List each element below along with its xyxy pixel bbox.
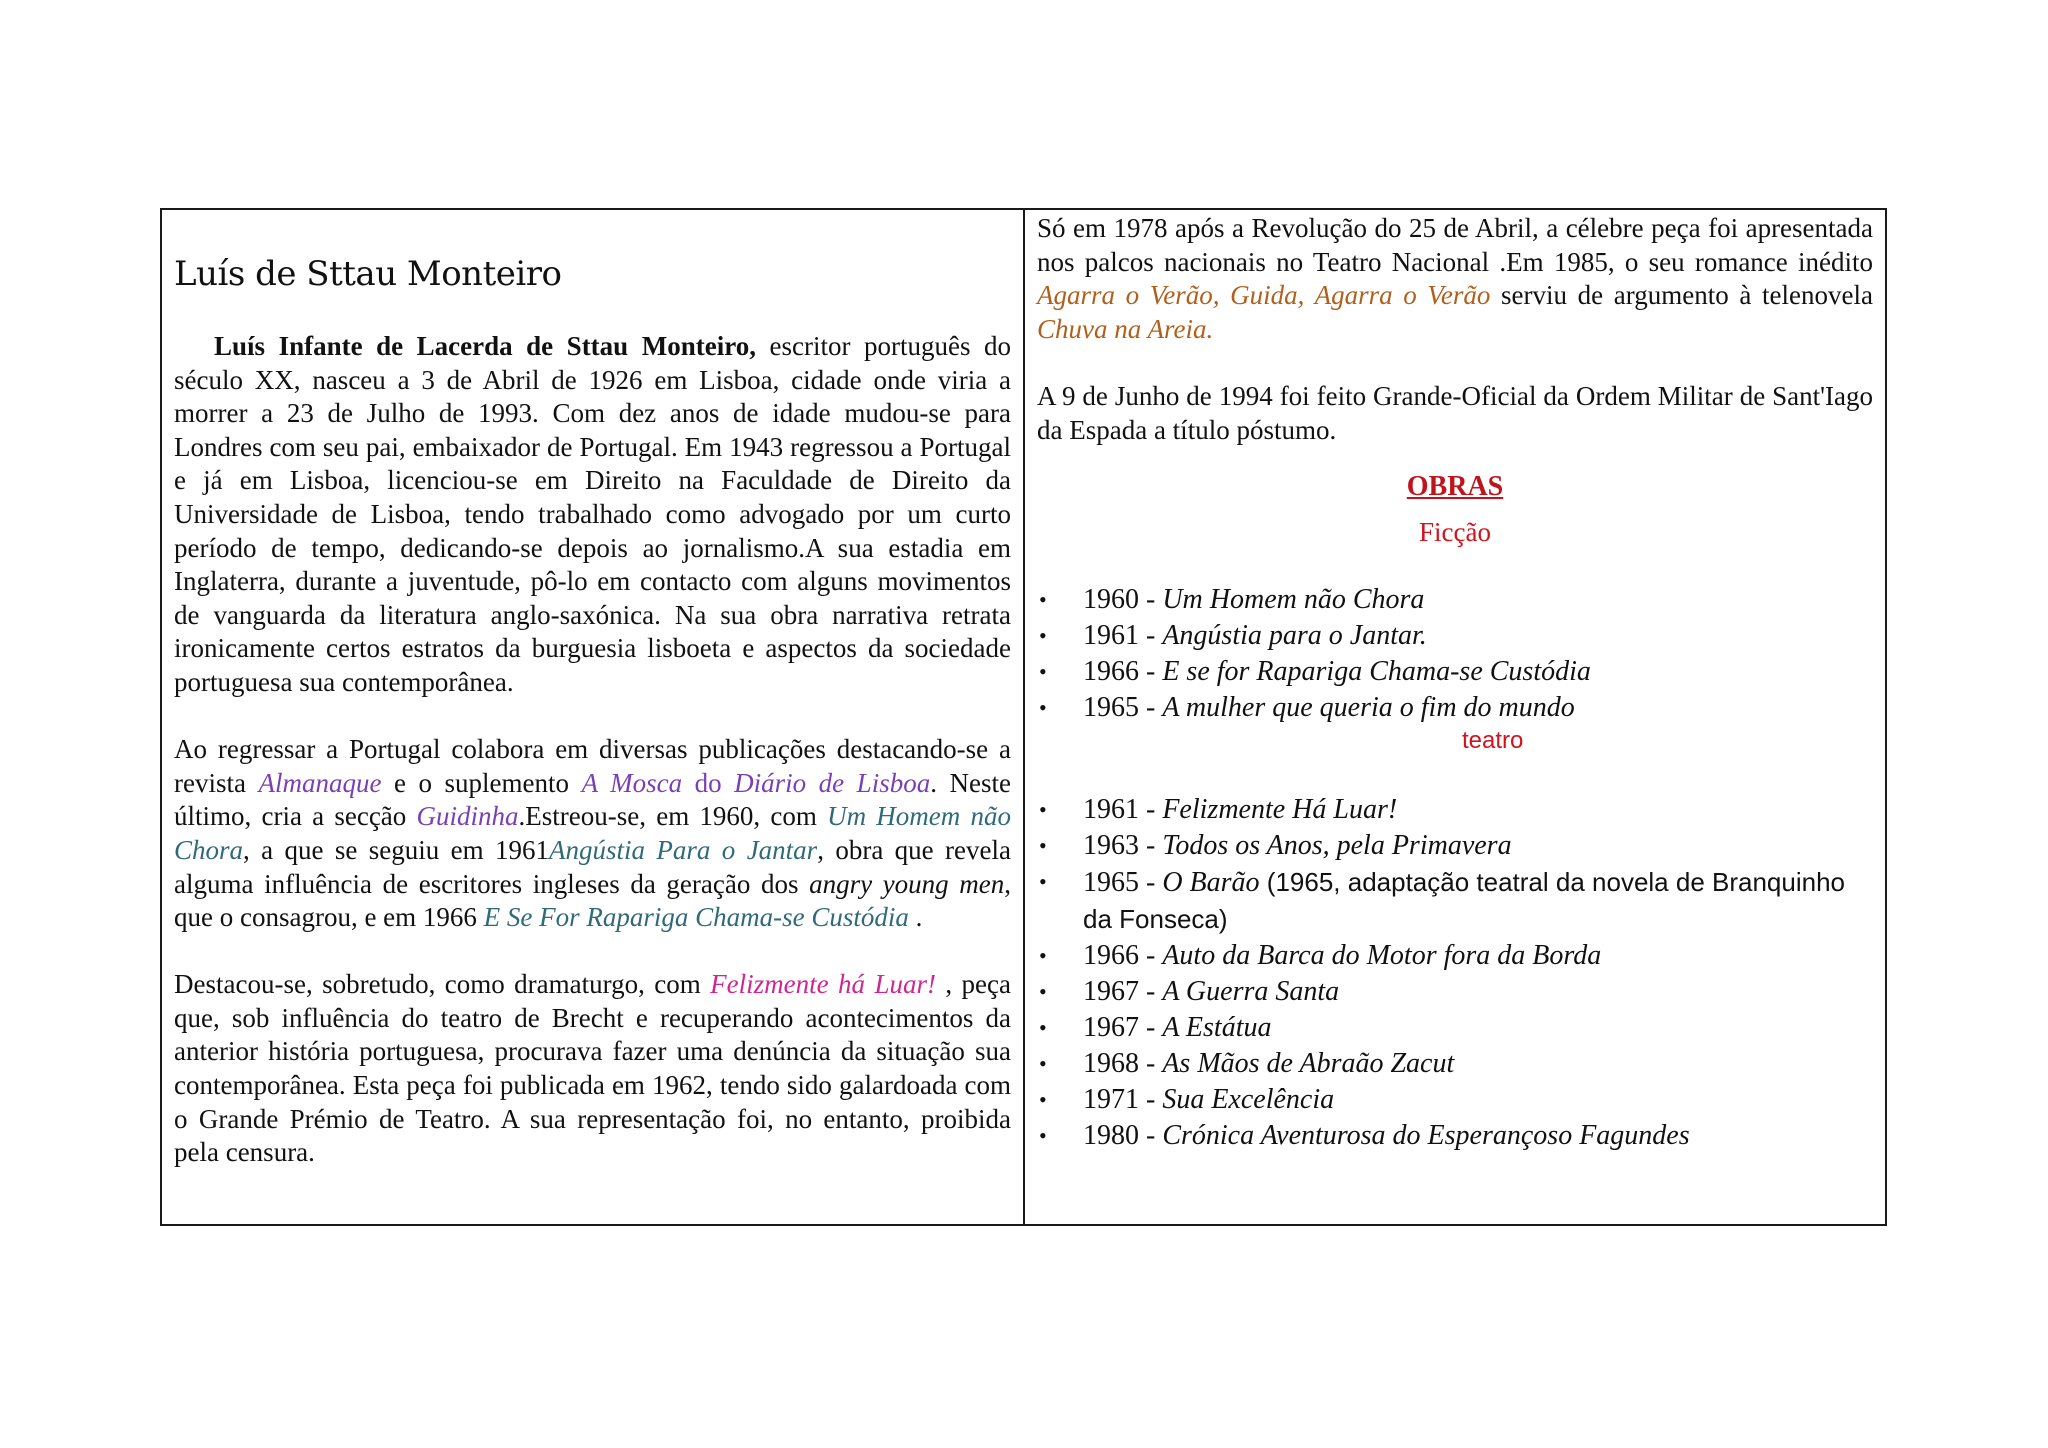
right-column	[1025, 210, 1885, 1224]
work-title: Felizmente Há Luar!	[1162, 794, 1398, 826]
full-name: Luís Infante de Lacerda de Sttau Monteiro,	[214, 331, 756, 361]
work-year: 1961 -	[1083, 794, 1163, 826]
ficcao-list	[1037, 582, 1873, 726]
work-year: 1966 -	[1083, 656, 1163, 688]
bullet-icon: •	[1039, 1051, 1047, 1077]
publications-paragraph: Ao regressar a Portugal colabora em diversas publicações destacando-se a revista Almanaque e o suplemento A Mosca do Diário de Lisboa. Neste último, cria a secção Guidinha.Estreou-se, em 1960, com Um Homem não Chora, a que se seguiu em 1961Angústia Para o Jantar, obra que revela alguma influência de escritores ingleses da geração dos angry young men, que o consagrou, e em 1966 E Se For Rapariga Chama-se Custódia .	[174, 734, 1011, 933]
work-title: Crónica Aventurosa do Esperançoso Fagundes	[1162, 1120, 1690, 1152]
list-item	[1037, 582, 1873, 618]
work-year: 1968 -	[1083, 1048, 1163, 1080]
left-column	[162, 210, 1025, 1224]
bullet-icon: •	[1039, 979, 1047, 1005]
list-item	[1037, 864, 1873, 938]
bullet-icon: •	[1039, 943, 1047, 969]
biography-paragraph	[174, 330, 1011, 700]
page-title: Luís de Sttau Monteiro	[174, 254, 562, 294]
biography-text: escritor português do século XX, nasceu a 3 de Abril de 1926 em Lisboa, cidade onde viria a morrer a 23 de Julho de 1993. Com dez anos de idade mudou-se para Londres com seu pai, embaixador de Portugal. Em 1943 regressou a Portugal e já em Lisboa, licenciou-se em Direito na Faculdade de Direito da Universidade de Lisboa, tendo trabalhado como advogado por um curto período de tempo, dedicando-se depois ao jornalismo.A sua estadia em Inglaterra, durante a juventude, pô-lo em contacto com alguns movimentos de vanguarda da literatura anglo-saxónica. Na sua obra narrativa retrata ironicamente certos estratos da burguesia lisboeta e aspectos da sociedade portuguesa sua contemporânea.	[174, 331, 1011, 697]
work-title: Todos os Anos, pela Primavera	[1162, 830, 1512, 862]
almanaque-link: Almanaque	[258, 767, 382, 798]
a-mosca-link: A Mosca	[581, 767, 683, 798]
angustia-link: Angústia Para o Jantar	[549, 834, 818, 865]
list-item	[1037, 1118, 1873, 1154]
revolution-paragraph: Só em 1978 após a Revolução do 25 de Abril, a célebre peça foi apresentada nos palcos nacionais no Teatro Nacional .Em 1985, o seu romance inédito Agarra o Verão, Guida, Agarra o Verão serviu de argumento à telenovela Chuva na Areia.	[1037, 213, 1873, 344]
bullet-icon: •	[1039, 1123, 1047, 1149]
work-year: 1961 -	[1083, 620, 1163, 652]
bullet-icon: •	[1039, 833, 1047, 859]
dramaturgy-paragraph: Destacou-se, sobretudo, como dramaturgo, com Felizmente há Luar! , peça que, sob influência do teatro de Brecht e recuperando acontecimentos da anterior história portuguesa, procurava fazer uma denúncia da situação sua contemporânea. Esta peça foi publicada em 1962, tendo sido galardoada com o Grande Prémio de Teatro. A sua representação foi, no entanto, proibida pela censura.	[174, 969, 1011, 1168]
work-note: (1965, adaptação teatral da novela de Branquinho da Fonseca)	[1083, 867, 1846, 935]
work-year: 1967 -	[1083, 976, 1163, 1008]
list-item	[1037, 1046, 1873, 1082]
list-item	[1037, 618, 1873, 654]
work-year: 1966 -	[1083, 940, 1163, 972]
work-year: 1971 -	[1083, 1084, 1163, 1116]
work-title: A mulher que queria o fim do mundo	[1162, 692, 1575, 724]
um-homem-link: Um Homem não Chora	[174, 801, 1011, 865]
list-item	[1037, 792, 1873, 828]
teatro-heading: teatro	[1462, 727, 1524, 755]
work-title: Auto da Barca do Motor fora da Borda	[1162, 940, 1602, 972]
bullet-icon: •	[1039, 1087, 1047, 1113]
bullet-icon: •	[1039, 695, 1047, 721]
honor-paragraph: A 9 de Junho de 1994 foi feito Grande-Oficial da Ordem Militar de Sant'Iago da Espada a título póstumo.	[1037, 380, 1873, 445]
list-item	[1037, 1082, 1873, 1118]
bullet-icon: •	[1039, 623, 1047, 649]
work-title: Um Homem não Chora	[1162, 584, 1425, 616]
work-title: A Estátua	[1162, 1012, 1272, 1044]
work-year: 1960 -	[1083, 584, 1163, 616]
bullet-icon: •	[1039, 797, 1047, 823]
work-title: E se for Rapariga Chama-se Custódia	[1162, 656, 1591, 688]
document-table	[160, 208, 1887, 1226]
guidinha-link: Guidinha	[416, 801, 519, 832]
bullet-icon: •	[1039, 659, 1047, 685]
list-item	[1037, 654, 1873, 690]
felizmente-link: Felizmente há Luar!	[710, 969, 946, 1000]
work-year: 1965 -	[1083, 867, 1163, 899]
chuva-na-areia-link: Chuva na Areia.	[1037, 313, 1214, 344]
bullet-icon: •	[1039, 869, 1047, 895]
diario-lisboa-link: Diário de Lisboa	[734, 767, 931, 798]
ficcao-heading: Ficção	[1419, 517, 1491, 548]
work-title: Angústia para o Jantar.	[1162, 620, 1427, 652]
e-se-for-rapariga-link: E Se For Rapariga Chama-se Custódia	[483, 902, 909, 933]
list-item	[1037, 828, 1873, 864]
work-title: Sua Excelência	[1162, 1084, 1335, 1116]
bullet-icon: •	[1039, 1015, 1047, 1041]
work-year: 1980 -	[1083, 1120, 1163, 1152]
bullet-icon: •	[1039, 587, 1047, 613]
list-item	[1037, 938, 1873, 974]
list-item	[1037, 974, 1873, 1010]
agarra-o-verao-link: Agarra o Verão, Guida, Agarra o Verão	[1037, 280, 1491, 311]
teatro-list	[1037, 792, 1873, 1154]
work-title: A Guerra Santa	[1162, 976, 1340, 1008]
work-title: O Barão	[1162, 867, 1260, 899]
angry-young-men: angry young men	[809, 868, 1005, 899]
list-item	[1037, 690, 1873, 726]
work-year: 1967 -	[1083, 1012, 1163, 1044]
list-item	[1037, 1010, 1873, 1046]
work-year: 1965 -	[1083, 692, 1163, 724]
obras-heading: OBRAS	[1406, 471, 1504, 503]
work-year: 1963 -	[1083, 830, 1163, 862]
work-title: As Mãos de Abraão Zacut	[1162, 1048, 1455, 1080]
